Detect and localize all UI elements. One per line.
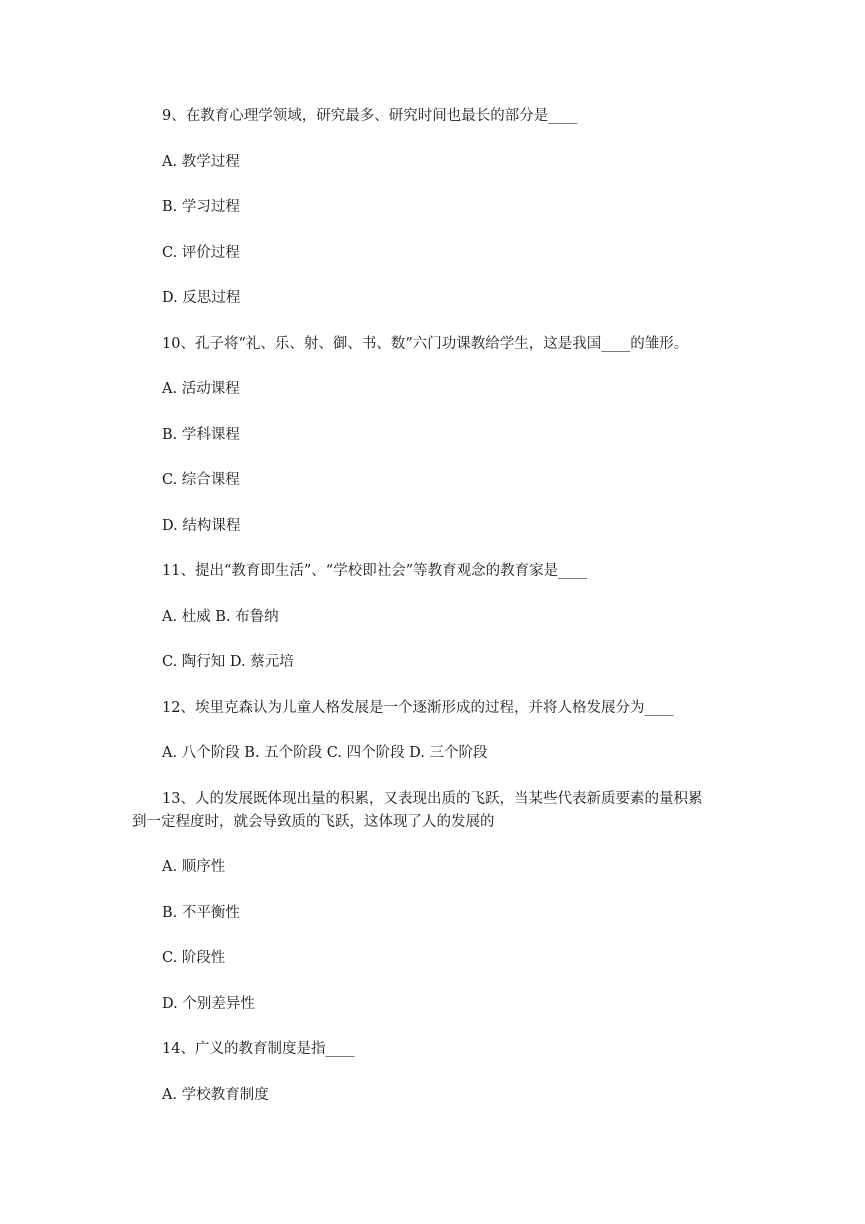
question-10-option-c: C. 综合课程 bbox=[162, 472, 240, 488]
question-9-stem: 9、在教育心理学领域，研究最多、研究时间也最长的部分是____ bbox=[162, 108, 578, 124]
question-11-options-cd: C. 陶行知 D. 蔡元培 bbox=[162, 654, 294, 670]
question-13-option-b: B. 不平衡性 bbox=[162, 905, 240, 921]
question-9-option-b: B. 学习过程 bbox=[162, 199, 240, 215]
question-9-option-a: A. 教学过程 bbox=[162, 154, 240, 170]
question-10-option-a: A. 活动课程 bbox=[162, 381, 240, 397]
question-10-stem: 10、孔子将“礼、乐、射、御、书、数”六门功课教给学生，这是我国____的雏形。 bbox=[162, 336, 689, 352]
question-11-stem: 11、提出“教育即生活”、“学校即社会”等教育观念的教育家是____ bbox=[162, 563, 588, 579]
question-10-option-b: B. 学科课程 bbox=[162, 427, 240, 443]
question-12-options: A. 八个阶段 B. 五个阶段 C. 四个阶段 D. 三个阶段 bbox=[162, 745, 488, 761]
question-14-option-a: A. 学校教育制度 bbox=[162, 1087, 269, 1103]
question-13-option-c: C. 阶段性 bbox=[162, 950, 226, 966]
question-13-stem-line-1: 13、人的发展既体现出量的积累，又表现出质的飞跃，当某些代表新质要素的量积累 bbox=[162, 791, 703, 807]
question-13-stem-line-2: 到一定程度时，就会导致质的飞跃，这体现了人的发展的 bbox=[132, 814, 495, 830]
question-9-option-d: D. 反思过程 bbox=[162, 290, 241, 306]
question-13-option-d: D. 个别差异性 bbox=[162, 996, 255, 1012]
question-9-option-c: C. 评价过程 bbox=[162, 245, 240, 261]
question-14-stem: 14、广义的教育制度是指____ bbox=[162, 1041, 355, 1057]
question-10-option-d: D. 结构课程 bbox=[162, 518, 241, 534]
question-11-options-ab: A. 杜威 B. 布鲁纳 bbox=[162, 609, 279, 625]
question-13-option-a: A. 顺序性 bbox=[162, 859, 226, 875]
question-12-stem: 12、埃里克森认为儿童人格发展是一个逐渐形成的过程，并将人格发展分为____ bbox=[162, 700, 674, 716]
